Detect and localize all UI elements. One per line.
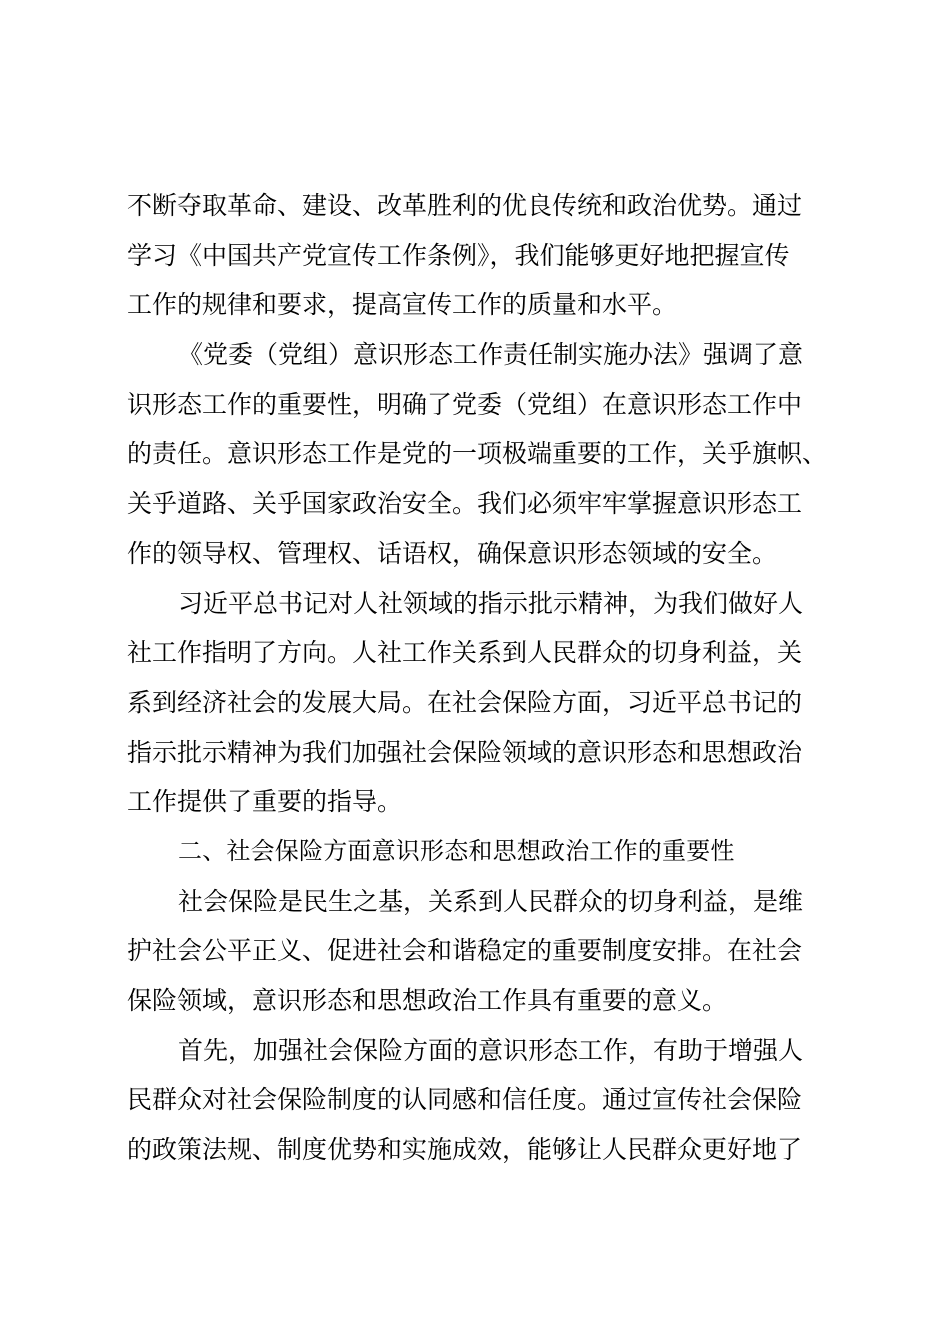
- paragraph-start-line: 习近平总书记对人社领域的指示批示精神，为我们做好人: [178, 588, 804, 618]
- text-line: 学习《中国共产党宣传工作条例》，我们能够更好地把握宣传: [127, 240, 790, 270]
- text-line: 保险领域，意识形态和思想政治工作具有重要的意义。: [127, 986, 728, 1015]
- section-heading: 二、社会保险方面意识形态和思想政治工作的重要性: [178, 836, 735, 865]
- text-line: 工作提供了重要的指导。: [127, 787, 403, 817]
- text-line: 系到经济社会的发展大局。在社会保险方面，习近平总书记的: [127, 687, 803, 717]
- text-line: 护社会公平正义、促进社会和谐稳定的重要制度安排。在社会: [127, 936, 803, 966]
- text-line: 的责任。意识形态工作是党的一项极端重要的工作，关乎旗帜、: [127, 439, 828, 469]
- text-line: 工作的规律和要求，提高宣传工作的质量和水平。: [127, 290, 678, 320]
- paragraph-start-line: 首先，加强社会保险方面的意识形态工作，有助于增强人: [178, 1035, 804, 1065]
- paragraph-start-line: 社会保险是民生之基，关系到人民群众的切身利益，是维: [178, 886, 804, 916]
- text-line: 指示批示精神为我们加强社会保险领域的意识形态和思想政治: [127, 737, 803, 767]
- text-line: 识形态工作的重要性，明确了党委（党组）在意识形态工作中: [127, 389, 803, 419]
- text-line: 作的领导权、管理权、话语权，确保意识形态领域的安全。: [127, 538, 778, 568]
- text-line: 不断夺取革命、建设、改革胜利的优良传统和政治优势。通过: [127, 191, 803, 220]
- body-text: [127, 181, 842, 1175]
- text-line: 关乎道路、关乎国家政治安全。我们必须牢牢掌握意识形态工: [127, 489, 803, 519]
- paragraph-start-line: 《党委（党组）意识形态工作责任制实施办法》强调了意: [178, 340, 804, 370]
- text-line: 民群众对社会保险制度的认同感和信任度。通过宣传社会保险: [127, 1085, 803, 1115]
- text-line: 的政策法规、制度优势和实施成效，能够让人民群众更好地了: [127, 1135, 803, 1165]
- text-line: 社工作指明了方向。人社工作关系到人民群众的切身利益，关: [127, 638, 803, 668]
